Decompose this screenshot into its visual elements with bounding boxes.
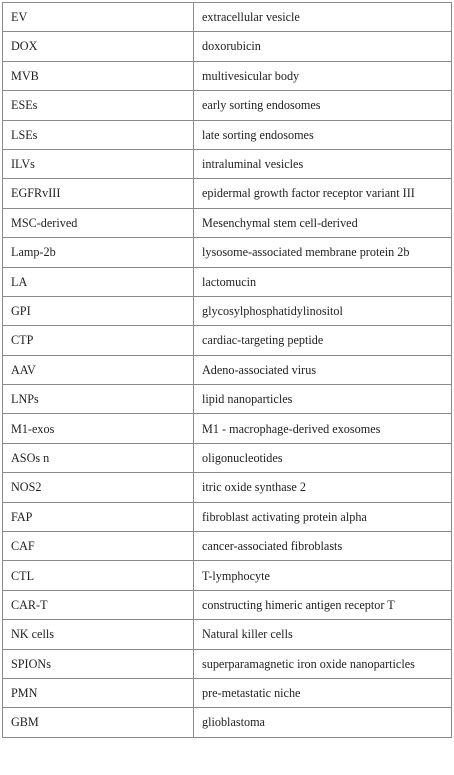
abbreviation-cell: LSEs [3, 120, 194, 149]
definition-cell: intraluminal vesicles [194, 149, 452, 178]
table-row [3, 678, 452, 707]
definition-cell: early sorting endosomes [194, 91, 452, 120]
abbreviation-cell: PMN [3, 678, 194, 707]
abbreviation-cell: AAV [3, 355, 194, 384]
definition-cell: glycosylphosphatidylinositol [194, 296, 452, 325]
table-row [3, 149, 452, 178]
table-row [3, 620, 452, 649]
definition-cell: itric oxide synthase 2 [194, 473, 452, 502]
definition-cell: Natural killer cells [194, 620, 452, 649]
abbreviation-cell: FAP [3, 502, 194, 531]
table-row [3, 91, 452, 120]
abbreviation-cell: Lamp-2b [3, 238, 194, 267]
abbreviation-cell: CTL [3, 561, 194, 590]
table-row [3, 61, 452, 90]
abbreviation-cell: SPIONs [3, 649, 194, 678]
table-row [3, 355, 452, 384]
table-row [3, 502, 452, 531]
table-row [3, 532, 452, 561]
abbreviation-cell: LNPs [3, 385, 194, 414]
definition-cell: glioblastoma [194, 708, 452, 737]
table-row [3, 473, 452, 502]
abbreviation-cell: EV [3, 3, 194, 32]
table-row [3, 32, 452, 61]
definition-cell: lipid nanoparticles [194, 385, 452, 414]
definition-cell: lysosome-associated membrane protein 2b [194, 238, 452, 267]
abbreviation-cell: CTP [3, 326, 194, 355]
table-row [3, 385, 452, 414]
table-row [3, 443, 452, 472]
abbreviations-table-body [3, 3, 452, 738]
definition-cell: pre-metastatic niche [194, 678, 452, 707]
definition-cell: Mesenchymal stem cell-derived [194, 208, 452, 237]
abbreviations-table [2, 2, 452, 738]
table-row [3, 649, 452, 678]
abbreviation-cell: GBM [3, 708, 194, 737]
definition-cell: M1 - macrophage-derived exosomes [194, 414, 452, 443]
table-row [3, 238, 452, 267]
definition-cell: Adeno-associated virus [194, 355, 452, 384]
abbreviation-cell: M1-exos [3, 414, 194, 443]
table-row [3, 267, 452, 296]
definition-cell: constructing himeric antigen receptor T [194, 590, 452, 619]
table-row [3, 590, 452, 619]
definition-cell: T-lymphocyte [194, 561, 452, 590]
table-row [3, 208, 452, 237]
table-row [3, 414, 452, 443]
abbreviation-cell: MVB [3, 61, 194, 90]
abbreviation-cell: CAR-T [3, 590, 194, 619]
definition-cell: oligonucleotides [194, 443, 452, 472]
table-row [3, 296, 452, 325]
abbreviation-cell: GPI [3, 296, 194, 325]
abbreviation-cell: NK cells [3, 620, 194, 649]
table-row [3, 326, 452, 355]
table-row [3, 561, 452, 590]
table-row [3, 120, 452, 149]
definition-cell: fibroblast activating protein alpha [194, 502, 452, 531]
abbreviation-cell: ASOs n [3, 443, 194, 472]
table-row [3, 179, 452, 208]
table-row [3, 3, 452, 32]
abbreviation-cell: NOS2 [3, 473, 194, 502]
abbreviation-cell: ILVs [3, 149, 194, 178]
abbreviation-cell: MSC-derived [3, 208, 194, 237]
abbreviation-cell: CAF [3, 532, 194, 561]
table-row [3, 708, 452, 737]
definition-cell: cardiac-targeting peptide [194, 326, 452, 355]
abbreviation-cell: EGFRvIII [3, 179, 194, 208]
definition-cell: epidermal growth factor receptor variant III [194, 179, 452, 208]
abbreviation-cell: LA [3, 267, 194, 296]
definition-cell: multivesicular body [194, 61, 452, 90]
definition-cell: lactomucin [194, 267, 452, 296]
definition-cell: extracellular vesicle [194, 3, 452, 32]
definition-cell: doxorubicin [194, 32, 452, 61]
abbreviation-cell: DOX [3, 32, 194, 61]
definition-cell: late sorting endosomes [194, 120, 452, 149]
abbreviation-cell: ESEs [3, 91, 194, 120]
definition-cell: cancer-associated fibroblasts [194, 532, 452, 561]
definition-cell: superparamagnetic iron oxide nanoparticles [194, 649, 452, 678]
